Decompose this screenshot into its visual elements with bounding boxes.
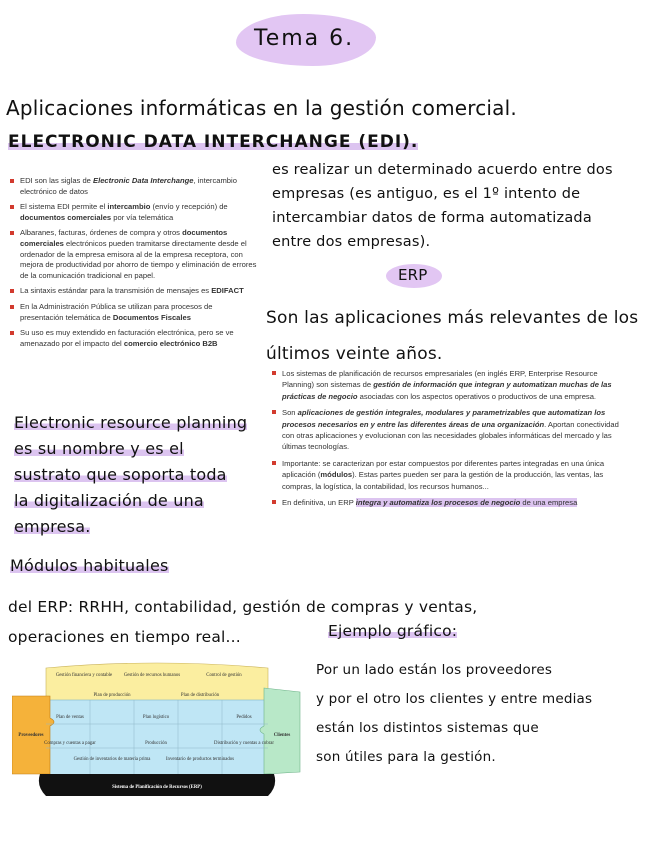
- modules-line: operaciones en tiempo real...: [8, 628, 241, 646]
- piece-label: Clientes: [273, 733, 291, 738]
- puzzle-client-piece: [260, 688, 300, 774]
- list-item: En definitiva, un ERP integra y automatiza los procesos de negocio de una empresa: [272, 497, 630, 508]
- list-item: Son aplicaciones de gestión integrales, modulares y parametrizables que automatizan los procesos necesarios en y entre las diferentes áreas de una organización. Aportan conectividad con otras aplicaciones y evolucionan con las necesidades globales informáticas del mercado y las últimas tecnologías.: [272, 407, 630, 453]
- note-line: empresas (es antiguo, es el 1º intento de: [272, 186, 581, 202]
- piece-label: Producción: [145, 741, 167, 746]
- note-line: es realizar un determinado acuerdo entre dos: [272, 162, 613, 178]
- piece-label: Gestión de inventarios de materia prima: [73, 757, 151, 762]
- puzzle-top-band: [46, 663, 268, 702]
- note-line: es su nombre y es el: [14, 439, 184, 458]
- list-item: Los sistemas de planificación de recursos empresariales (en inglés ERP, Enterprise Resource Planning) son sistemas de gestión de información que integran y automatizan muchas de las prácticas de negocio asociadas con los aspectos operativos o productivos de una empresa.: [272, 368, 630, 402]
- list-item: Importante: se caracterizan por estar compuestos por diferentes partes integradas en una única aplicación (módulos). Estas partes pueden ser para la gestión de la producción, las ventas, las compras, la logística, la contabilidad, los recursos humanos...: [272, 458, 630, 492]
- edi-bullet-list: [10, 176, 258, 354]
- note-line: intercambiar datos de forma automatizada: [272, 210, 592, 226]
- list-item: Su uso es muy extendido en facturación electrónica, pero se ve amenazado por el impacto del comercio electrónico B2B: [10, 328, 258, 349]
- modules-heading: Módulos habituales: [10, 556, 169, 575]
- puzzle-middle-band: [46, 700, 268, 776]
- piece-label: Plan de producción: [93, 693, 131, 698]
- note-line: entre dos empresas).: [272, 234, 431, 250]
- piece-label: Plan de distribución: [180, 693, 220, 698]
- list-item: En la Administración Pública se utilizan para procesos de presentación telemática de Documentos Fiscales: [10, 302, 258, 323]
- piece-label: Pedidos: [236, 715, 252, 720]
- erp-intro: [266, 300, 650, 372]
- piece-label: Distribución y cuentas a cobrar: [214, 741, 274, 746]
- list-item: El sistema EDI permite el intercambio (envío y recepción) de documentos comerciales por vía telemática: [10, 202, 258, 223]
- example-line: están los distintos sistemas que: [316, 720, 539, 736]
- example-line: son útiles para la gestión.: [316, 749, 496, 765]
- list-item: Albaranes, facturas, órdenes de compra y otros documentos comerciales electrónicos pueden tramitarse directamente desde el ordenador de la empresa emisora al de la empresa receptora, con mejora de productividad por ahorro de tiempo y eliminación de errores de la comunicación tradicional en papel.: [10, 228, 258, 281]
- erp-meaning-note: [14, 410, 264, 540]
- piece-label: Gestión de recursos humanos: [123, 673, 181, 678]
- main-heading: Aplicaciones informáticas en la gestión comercial.: [6, 96, 517, 120]
- erp-bullet-list: [272, 368, 630, 513]
- edi-note: [272, 158, 644, 254]
- page-title: Tema 6.: [254, 26, 355, 51]
- edi-heading: [8, 132, 418, 152]
- piece-label: Inventario de productos terminados: [165, 757, 235, 762]
- note-line: Electronic resource planning: [14, 413, 248, 432]
- piece-label: Plan de ventas: [56, 715, 84, 720]
- example-line: Por un lado están los proveedores: [316, 662, 553, 678]
- list-item: La sintaxis estándar para la transmisión de mensajes es EDIFACT: [10, 286, 258, 297]
- erp-tag: ERP: [398, 266, 428, 284]
- example-label: Ejemplo gráfico:: [328, 622, 458, 640]
- list-item: EDI son las siglas de Electronic Data Interchange, intercambio electrónico de datos: [10, 176, 258, 197]
- note-line: empresa.: [14, 517, 91, 536]
- note-line: sustrato que soporta toda: [14, 465, 227, 484]
- example-text: [316, 656, 652, 772]
- piece-label: Control de gestión: [206, 673, 242, 678]
- example-line: y por el otro los clientes y entre medias: [316, 691, 593, 707]
- piece-label: Proveedores: [18, 733, 44, 738]
- erp-puzzle-diagram: [12, 662, 302, 802]
- intro-line: Son las aplicaciones más relevantes de los: [266, 308, 639, 328]
- edi-heading-text: ELECTRONIC DATA INTERCHANGE (EDI).: [8, 132, 419, 152]
- piece-label: Plan logístico: [142, 715, 170, 720]
- intro-line: últimos veinte años.: [266, 344, 443, 364]
- piece-label: Compras y cuentas a pagar: [44, 741, 96, 746]
- piece-label: Sistema de Planificación de Recursos (ERP): [112, 785, 202, 790]
- piece-label: Gestión financiera y contable: [55, 673, 113, 678]
- note-line: la digitalización de una: [14, 491, 204, 510]
- modules-line: del ERP: RRHH, contabilidad, gestión de compras y ventas,: [8, 598, 478, 616]
